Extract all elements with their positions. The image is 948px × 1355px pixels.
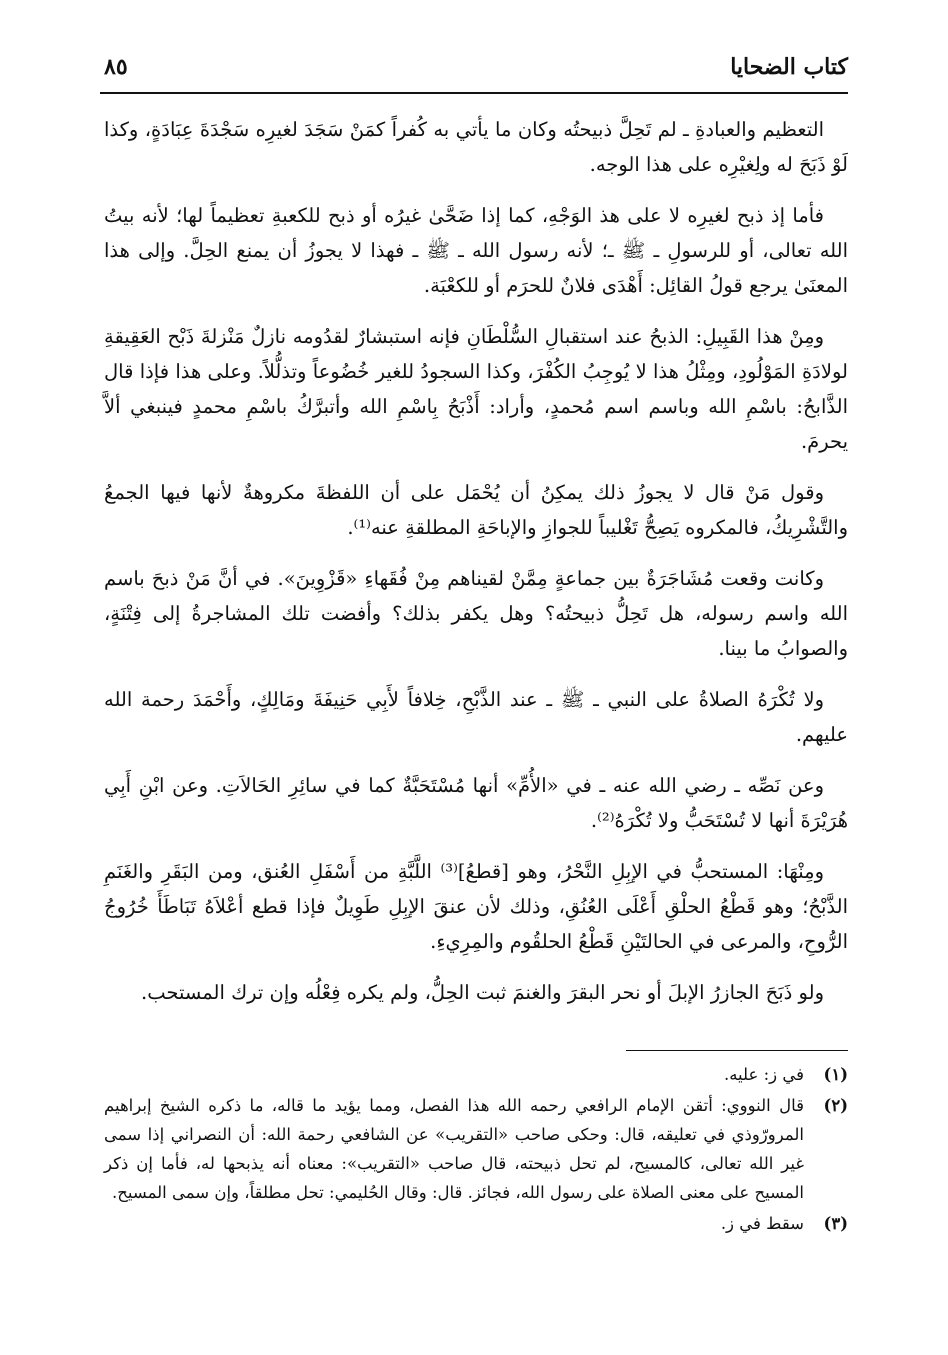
footnotes — [104, 1060, 848, 1240]
paragraph: وقول مَنْ قال لا يجوزُ ذلك يمكِنُ أن يُحْمَل على أن اللفظةَ مكروهةٌ لأنها فيها الجمعُ والتَّشْرِيكُ، فالمكروه يَصِحُّ تَغْليباً للجوازِ والإباحَةِ المطلقةِ عنه⁽¹⁾. — [104, 481, 848, 539]
paragraph: ومِنْ هذا القَبِيلِ: الذبحُ عند استقبالِ السُّلْطَانِ فإنه استبشارٌ لقدُومه نازلٌ مَنْزلةَ ذَبْح العَقِيقةِ لولادَةِ المَوْلُودِ، ومِثْلُ هذا لا يُوجِبُ الكُفْرَ، وكذا السجودُ للغير خُضُوعاً وتذلُّلاً. وعلى هذا فإذا قال الذَّابحُ: باسْمِ الله وباسم اسم مُحمدٍ، وأراد: أَذْبَحُ بِاسْمِ الله وأتبرَّكُ باسْمِ محمدٍ فينبغي ألاَّ يحرمَ. — [104, 325, 848, 453]
footnote-text: سقط في ز. — [720, 1214, 804, 1233]
main-text — [104, 112, 848, 1026]
paragraph: وكانت وقعت مُشَاجَرَةٌ بين جماعةٍ مِمَّنْ لقيناهم مِنْ فُقَهاءِ «قَزْوِينَ». في أنَّ مَنْ ذبحَ باسم الله واسم رسوله، هل تَحِلُّ ذبيحتُه؟ وهل يكفر بذلك؟ وأفضت تلك المشاجرةُ إلى فِتْنَةٍ، والصوابُ ما بينا. — [104, 567, 849, 660]
footnote-number: (١) — [823, 1065, 848, 1084]
chapter-title: كتاب الضحايا — [730, 54, 848, 80]
footnote — [104, 1060, 848, 1089]
paragraph: ولو ذَبَحَ الجازرُ الإبلَ أو نحر البقرَ والغنمَ ثبت الحِلُّ، ولم يكره فِعْلُه وإن ترك المستحب. — [141, 981, 824, 1004]
footnote-number: (٣) — [823, 1214, 848, 1233]
footnote-text: في ز: عليه. — [723, 1065, 804, 1084]
footnote-number: (٢) — [823, 1096, 848, 1115]
footnote-divider — [626, 1050, 848, 1051]
header-divider — [100, 92, 848, 94]
page-number: ٨٥ — [104, 54, 128, 80]
paragraph: وعن نَصِّه ـ رضي الله عنه ـ في «الأُمِّ» أنها مُسْتَحَبَّةٌ كما في سائِرِ الحَالاَتِ. وعن ابْنِ أَبِي هُرَيْرَةَ أنها لا تُسْتَحَبُّ ولا تُكْرَهُ⁽²⁾. — [104, 774, 848, 832]
footnote — [104, 1091, 848, 1207]
footnote — [104, 1209, 848, 1238]
paragraph: ولا تُكْرَهُ الصلاةُ على النبي ـ ﷺ ـ عند الذَّبْحِ، خِلافاً لأَبِي حَنِيفَةَ ومَالِكٍ، وأَحْمَدَ رحمة الله عليهم. — [104, 688, 848, 746]
paragraph: ومِنْهَا: المستحبُّ في الإبِلِ النَّحْرُ، وهو [قطعُ]⁽³⁾ اللَّبَّةِ من أَسْفَلِ العُنق، ومن البَقَرِ والغَنَمِ الذَّبْحُ؛ وهو قَطْعُ الحلْقِ أَعْلَى العُنُقِ، وذلك لأن عنقَ الإبِلِ طَوِيلٌ فإذا قطع أعْلاَهُ تَبَاطَأَ خُرُوجُ الرُّوحِ، والمرعى في الحالتَيْنِ قَطْعُ الحلقُوم والمِرِيءِ. — [104, 860, 848, 953]
paragraph: التعظيم والعبادةِ ـ لم تَحِلَّ ذبيحتُه وكان ما يأتي به كُفراً كمَنْ سَجَدَ لغيرِه سَجْدَةَ عِبَادَةٍ، وكذا لَوْ ذَبَحَ له ولِغيْرِه على هذا الوجه. — [104, 118, 848, 176]
running-header — [100, 50, 848, 92]
footnote-text: قال النووي: أتقن الإمام الرافعي رحمه الله هذا الفصل، ومما يؤيد ما قاله، ما ذكره الشيخ إبراهيم المرورّوذي في تعليقه، قال: وحكى صاحب «التقريب» عن الشافعي رحمة الله: أن النصراني إذا سمى غير الله تعالى، كالمسيح، لم تحل ذبيحته، قال صاحب «التقريب»: معناه أنه يذبحها له، فأما إن ذكر المسيح على معنى الصلاة على رسول الله، فجائز. قال: وقال الحُليمي: تحل مطلقاً، وإن سمى المسيح. — [104, 1096, 804, 1202]
paragraph: فأما إذ ذبح لغيرِه لا على هذ الوَجْهِ، كما إذا ضَحَّىٰ غيرُه أو ذبح للكعبةِ تعظيماً لها؛ لأنه بيتُ الله تعالى، أو للرسولِ ـ ﷺ ـ؛ لأنه رسول الله ـ ﷺ ـ فهذا لا يجوزُ أن يمنع الحِلَّ. وإلى هذا المعنَىٰ يرجع قولُ القائِل: أَهْدَى فلانٌ للحرَم أو للكعْبَة. — [104, 204, 848, 297]
